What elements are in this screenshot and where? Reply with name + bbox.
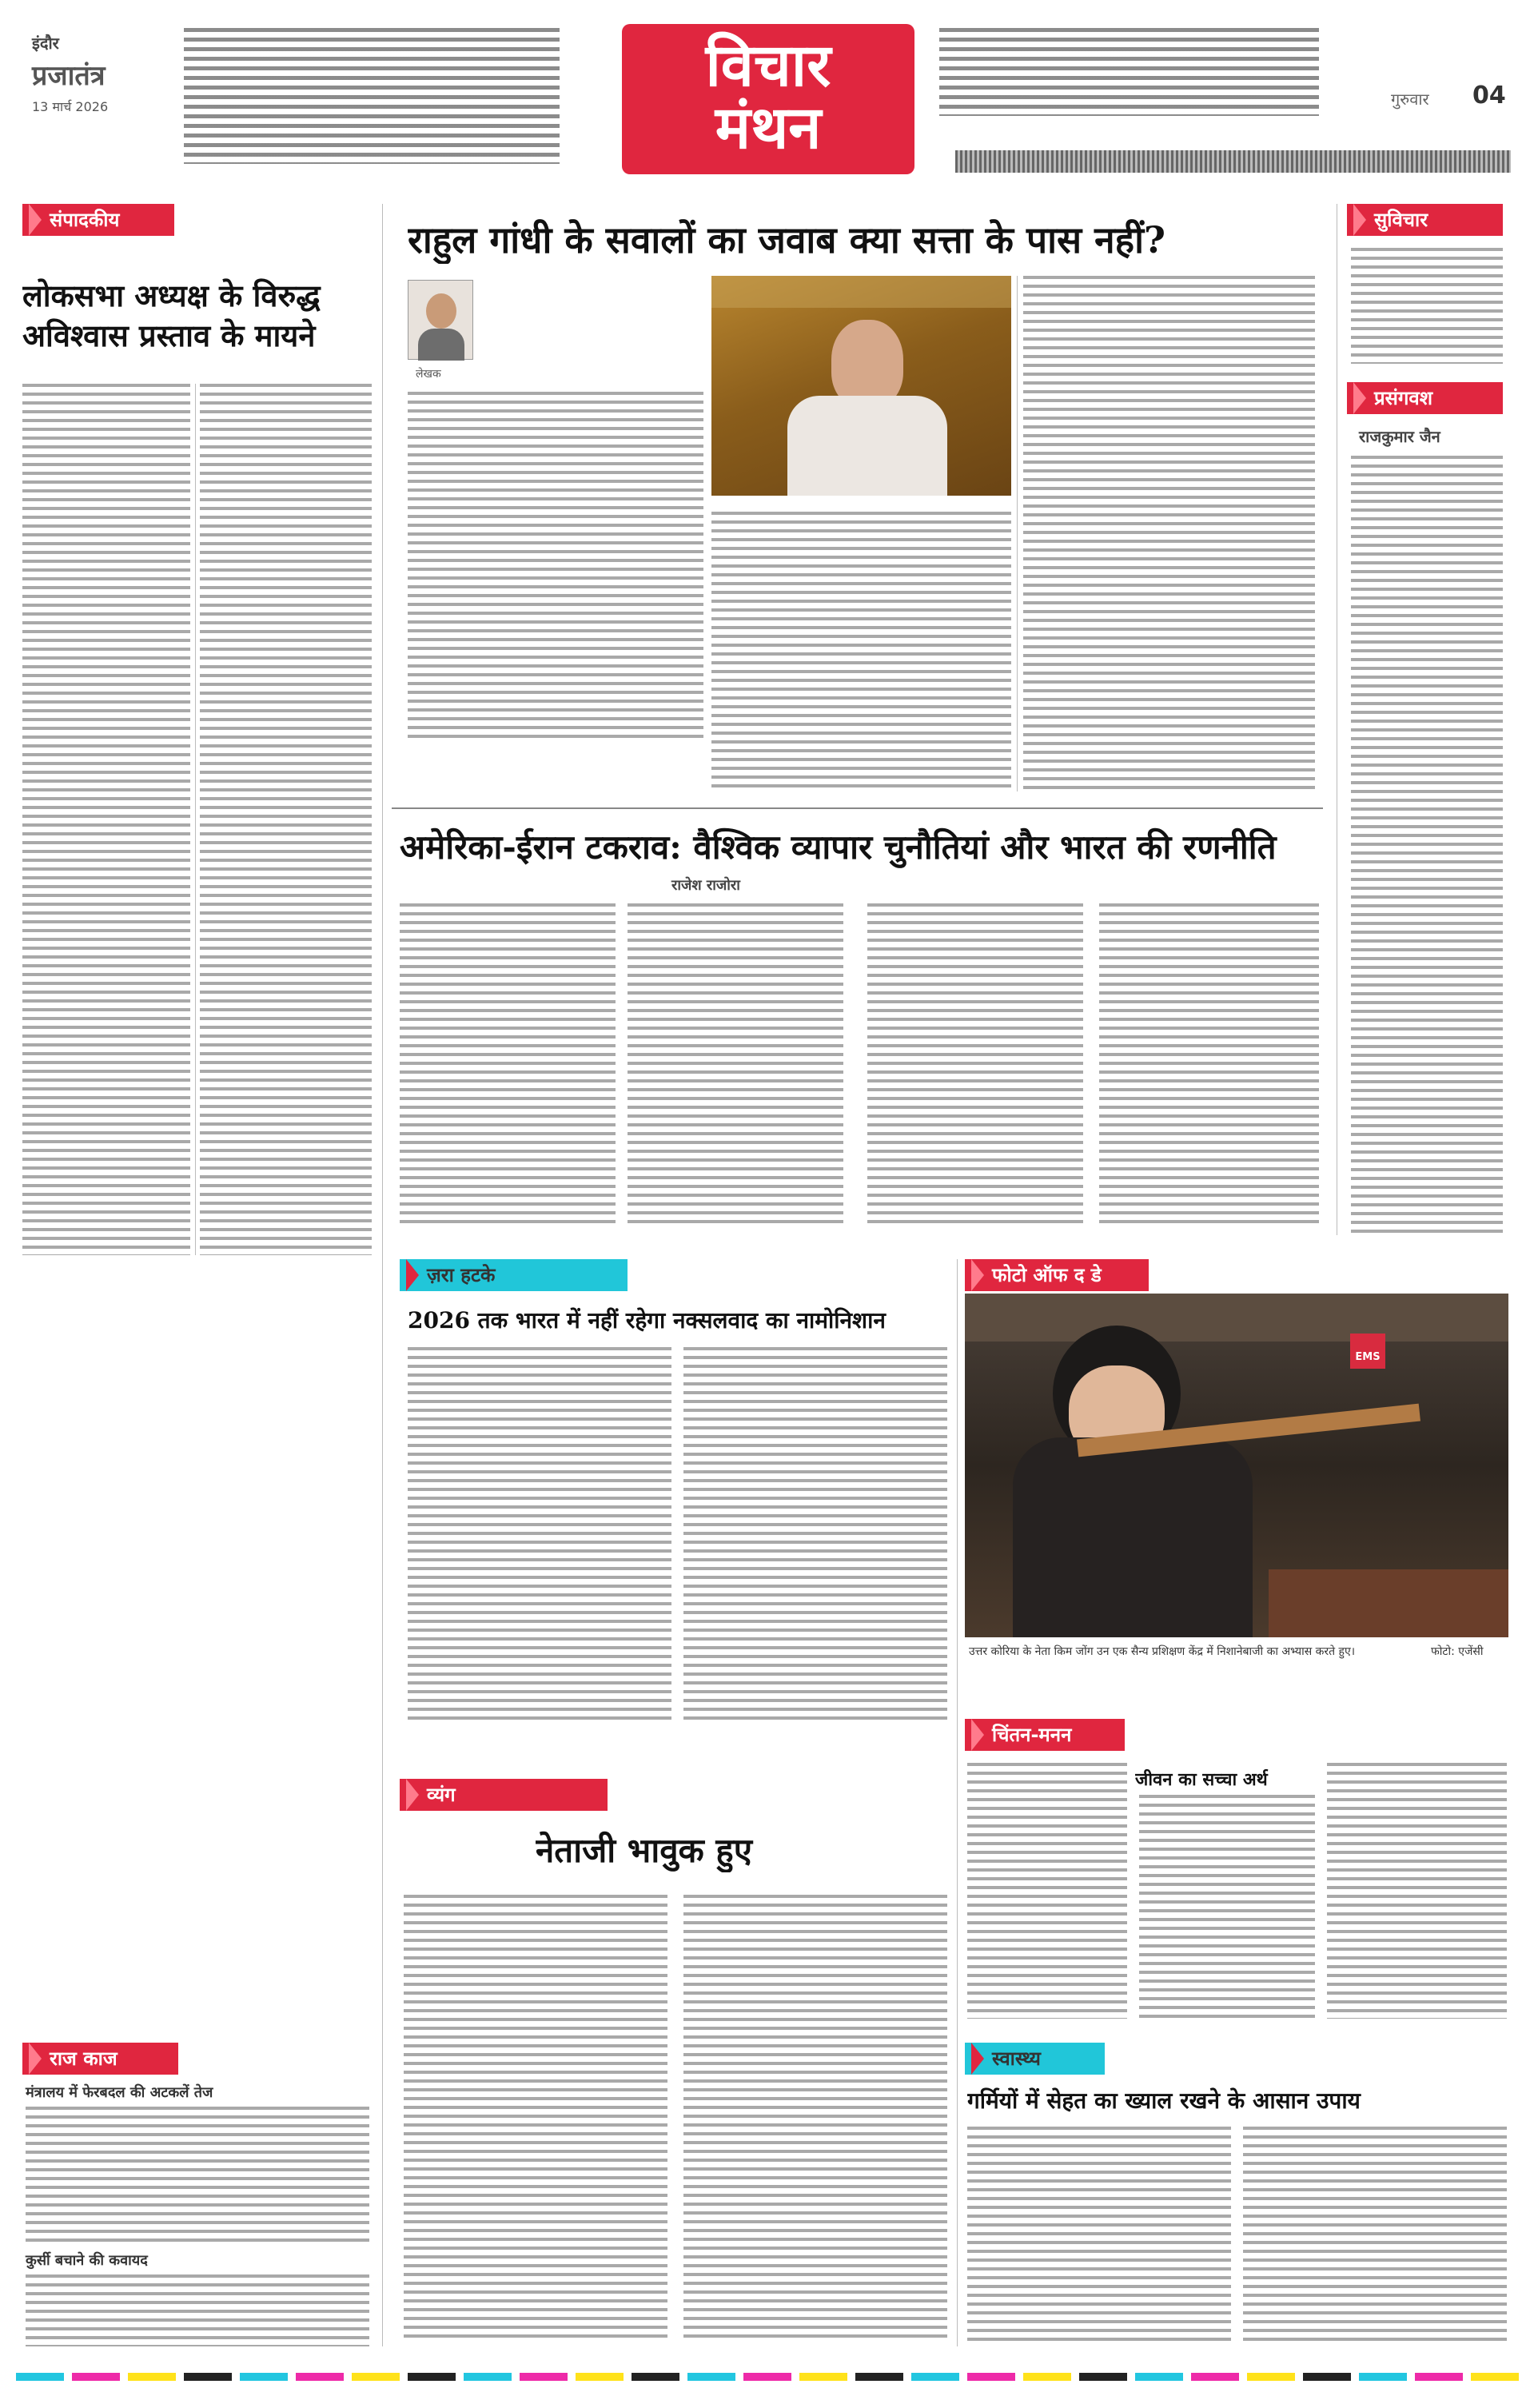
chintan-body-3 — [1327, 1763, 1507, 2019]
zara-hatke-body-2 — [683, 1347, 947, 1723]
swasthya-body-1 — [967, 2127, 1231, 2346]
lead-photo — [711, 276, 1011, 496]
masthead-rule — [955, 150, 1511, 173]
photo-of-day-tag: फोटो ऑफ द डे — [965, 1259, 1149, 1291]
ems-logo: EMS — [1350, 1334, 1385, 1369]
lead-intro — [408, 392, 703, 744]
raj-kaaj-item1-body — [26, 2107, 369, 2243]
paper-name: प्रजातंत्र — [32, 60, 106, 92]
second-body-2 — [628, 903, 843, 1223]
paper-logo: इंदौर प्रजातंत्र 13 मार्च 2026 — [32, 34, 109, 114]
photo-of-day-caption: उत्तर कोरिया के नेता किम जोंग उन एक सैन्य प्रशिक्षण केंद्र में निशानेबाजी का अभ्यास करते हुए। — [969, 1645, 1355, 1658]
vyang-body-2 — [683, 1895, 947, 2342]
chintan-body-1 — [967, 1763, 1127, 2019]
masthead — [0, 0, 1534, 176]
prasangvash-author: राजकुमार जैन — [1359, 427, 1440, 446]
suvichar-body — [1351, 248, 1503, 364]
second-byline: राजेश राजोरा — [671, 877, 740, 894]
section-title-line2: मंथन — [715, 93, 822, 162]
editorial-tag: संपादकीय — [22, 204, 174, 236]
second-body-3 — [867, 903, 1083, 1223]
zara-hatke-tag: ज़रा हटके — [400, 1259, 628, 1291]
raj-kaaj-item2-body — [26, 2274, 369, 2346]
editorial-headline: लोकसभा अध्यक्ष के विरुद्ध अविश्वास प्रस्ताव के मायने — [22, 277, 321, 353]
author-photo — [408, 280, 473, 360]
second-headline: अमेरिका-ईरान टकराव: वैश्विक व्यापार चुनौतियां और भारत की रणनीति — [400, 827, 1277, 867]
editorial-body-1 — [22, 384, 190, 1255]
swasthya-tag: स्वास्थ्य — [965, 2043, 1105, 2075]
lead-body-col2 — [711, 512, 1011, 791]
photo-of-day-image — [965, 1294, 1508, 1637]
raj-kaaj-tag: राज काज — [22, 2043, 178, 2075]
masthead-blurb-left — [184, 28, 560, 164]
author-label: लेखक — [416, 368, 441, 381]
swasthya-body-2 — [1243, 2127, 1507, 2346]
second-body-4 — [1099, 903, 1319, 1223]
prasangvash-tag: प्रसंगवश — [1347, 382, 1503, 414]
section-title-line1: विचार — [705, 31, 831, 100]
section-title-badge — [622, 24, 914, 174]
page-label: गुरुवार — [1391, 90, 1429, 109]
second-body-1 — [400, 903, 616, 1223]
masthead-blurb-right — [939, 28, 1319, 116]
zara-hatke-headline: 2026 तक भारत में नहीं रहेगा नक्सलवाद का नामोनिशान — [408, 1307, 886, 1334]
editorial-body-2 — [200, 384, 372, 1255]
raj-kaaj-item1-title: मंत्रालय में फेरबदल की अटकलें तेज — [26, 2084, 213, 2101]
page-number: 04 — [1472, 82, 1506, 110]
paper-date: 13 मार्च 2026 — [32, 99, 109, 114]
vyang-tag: व्यंग — [400, 1779, 608, 1811]
swasthya-headline: गर्मियों में सेहत का ख्याल रखने के आसान उपाय — [967, 2087, 1361, 2114]
raj-kaaj-item2-title: कुर्सी बचाने की कवायद — [26, 2252, 148, 2269]
chintan-body-2 — [1139, 1795, 1315, 2019]
chintan-headline: जीवन का सच्चा अर्थ — [1135, 1769, 1268, 1790]
photo-of-day-credit: फोटो: एजेंसी — [1431, 1645, 1484, 1658]
suvichar-tag: सुविचार — [1347, 204, 1503, 236]
prasangvash-body — [1351, 456, 1503, 1235]
vyang-headline: नेताजी भावुक हुए — [536, 1831, 752, 1870]
chintan-tag: चिंतन-मनन — [965, 1719, 1125, 1751]
print-registration-strip — [16, 2373, 1519, 2381]
lead-headline: राहुल गांधी के सवालों का जवाब क्या सत्ता के पास नहीं? — [408, 218, 1165, 261]
vyang-body-1 — [404, 1895, 667, 2342]
lead-body-col3 — [1023, 276, 1315, 791]
zara-hatke-body-1 — [408, 1347, 671, 1723]
